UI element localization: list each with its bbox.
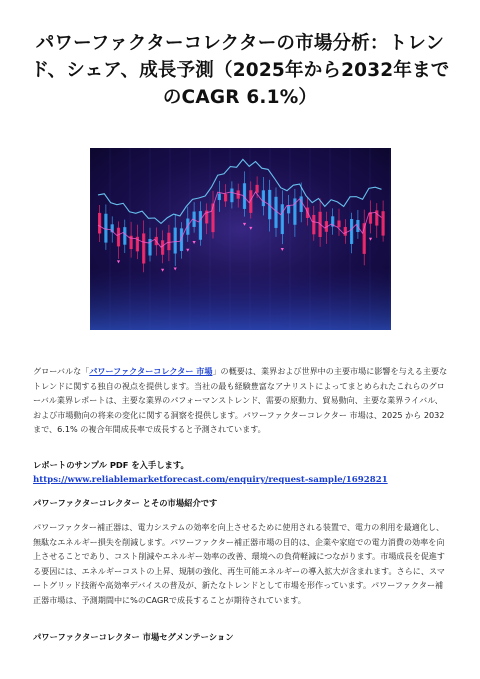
section-heading-intro: パワーファクターコレクター とその市場紹介です [33, 498, 218, 508]
sample-link[interactable]: https://www.reliablemarketforecast.com/enquiry/request-sample/1692821 [33, 475, 388, 485]
stock-candlestick-chart-image [90, 148, 391, 330]
market-link[interactable]: パワーファクターコレクター 市場 [89, 366, 213, 376]
hero-image [90, 148, 391, 330]
intro-paragraph [33, 364, 449, 437]
intro-rest: 」の概要は、業界および世界中の主要市場に影響を与える主要なトレンドに関する独自の視点を提供します。当社の最も経験豊富なアナリストによってまとめられたこれらのグローバル業界レポートは、主要な業界のパフォーマンストレンド、需要の原動力、貿易動向、主要な業界ライバル、および市場動向の将来の変化に関する洞察を提供します。パワーファクターコレクター 市場は、2025 から 2032 まで、6.1% の複合年間成長率で成長すると予測されています。 [33, 366, 448, 434]
sample-label: レポートのサンプル PDF を入手します。 [33, 460, 189, 470]
page-title: パワーファクターコレクターの市場分析：トレンド、シェア、成長予測（2025年から2032年までのCAGR 6.1%） [30, 33, 450, 108]
section-intro-body: パワーファクター補正器は、電力システムの効率を向上させるために使用される装置で、電力の利用を最適化し、無駄なエネルギー損失を削減します。パワーファクター補正器市場の目的は、企業や家庭での電力消費の効率を向上させることであり、コスト削減やエネルギー効率の改善、環境への負荷軽減につながります。市場成長を促進する要因には、エネルギーコストの上昇、規制の強化、再生可能エネルギーの導入拡大が含まれます。さらに、スマートグリッド技術や高効率デバイスの普及が、新たなトレンドとして市場を形作っています。パワーファクター補正器市場は、予測期間中に%のCAGRで成長することが期待されています。 [33, 522, 445, 605]
intro-lead: グローバルな「 [33, 366, 90, 376]
section-heading-segmentation: パワーファクターコレクター 市場セグメンテーション [33, 632, 234, 642]
